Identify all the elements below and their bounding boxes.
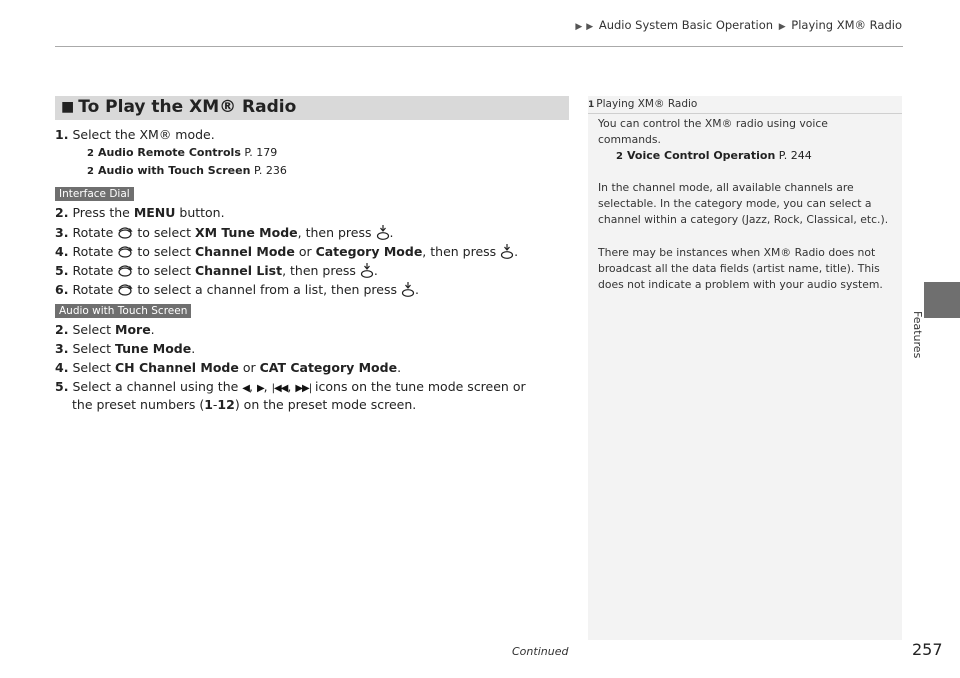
breadcrumb	[0, 18, 902, 32]
dial-step-6: 6. Rotate to select a channel from a list, then press .	[55, 281, 419, 300]
skip-back-icon: |◀◀	[271, 383, 288, 394]
cross-reference-icon: 2	[87, 166, 94, 177]
note-number-icon: 1	[588, 100, 595, 110]
chapter-tab-label: Features	[911, 311, 924, 359]
section-heading-bar	[55, 96, 569, 120]
breadcrumb-arrow-icon: ▶	[586, 22, 594, 32]
dial-step-2: 2. Press the MENU button.	[55, 205, 225, 220]
sidebar-note	[588, 96, 902, 640]
skip-forward-icon: ▶▶|	[295, 383, 312, 394]
header-divider	[55, 46, 903, 47]
page-number: 257	[912, 640, 943, 659]
seek-back-icon: ◀	[242, 383, 249, 394]
touch-step-2: 2. Select More.	[55, 322, 155, 337]
touch-screen-tag: Audio with Touch Screen	[55, 304, 191, 318]
breadcrumb-arrow-icon: ▶	[575, 22, 583, 32]
dial-step-4: 4. Rotate to select Channel Mode or Category Mode, then press .	[55, 243, 518, 262]
touch-step-4: 4. Select CH Channel Mode or CAT Category Mode.	[55, 360, 402, 375]
touch-step-5-cont: the preset numbers (1-12) on the preset mode screen.	[72, 397, 417, 412]
interface-dial-press-icon	[401, 281, 415, 300]
sidebar-paragraph: You can control the XM® radio using voice commands.	[598, 117, 828, 146]
sidebar-paragraph: There may be instances when XM® Radio does not broadcast all the data fields (artist name, title). This does not indicate a problem with your audio system.	[598, 246, 883, 291]
interface-dial-tag: Interface Dial	[55, 187, 134, 201]
interface-dial-press-icon	[360, 262, 374, 281]
sidebar-paragraph: In the channel mode, all available channels are selectable. In the category mode, you can select a channel within a category (Jazz, Rock, Classical, etc.).	[598, 181, 889, 226]
step-1: 1. Select the XM® mode.	[55, 127, 215, 142]
cross-reference-link[interactable]: 2 Voice Control Operation P. 244	[616, 149, 812, 162]
section-title: ■ To Play the XM® Radio	[61, 97, 297, 117]
chapter-tab[interactable]	[924, 282, 960, 318]
cross-reference-link[interactable]: 2 Audio with Touch Screen P. 236	[87, 164, 287, 177]
touch-step-5: 5. Select a channel using the ◀, ▶, |◀◀, ▶▶| icons on the tune mode screen or	[55, 379, 526, 394]
interface-dial-rotate-icon	[117, 224, 133, 243]
seek-forward-icon: ▶	[256, 383, 264, 394]
interface-dial-press-icon	[376, 224, 390, 243]
sidebar-note-title: 1 Playing XM® Radio	[588, 98, 698, 110]
touch-step-3: 3. Select Tune Mode.	[55, 341, 196, 356]
cross-reference-icon: 2	[616, 151, 623, 162]
breadcrumb-arrow-icon: ▶	[778, 22, 786, 32]
dial-step-3: 3. Rotate to select XM Tune Mode, then press .	[55, 224, 393, 243]
sidebar-note-header	[588, 96, 902, 114]
interface-dial-rotate-icon	[117, 262, 133, 281]
interface-dial-rotate-icon	[117, 281, 133, 300]
continued-label: Continued	[512, 645, 569, 658]
interface-dial-press-icon	[500, 243, 514, 262]
section-marker-icon: ■	[61, 99, 75, 115]
dial-step-5: 5. Rotate to select Channel List, then press .	[55, 262, 378, 281]
cross-reference-link[interactable]: 2 Audio Remote Controls P. 179	[87, 146, 278, 159]
breadcrumb-item-current: Playing XM® Radio	[791, 18, 902, 32]
breadcrumb-item[interactable]: Audio System Basic Operation	[598, 18, 774, 32]
cross-reference-icon: 2	[87, 148, 94, 159]
interface-dial-rotate-icon	[117, 243, 133, 262]
